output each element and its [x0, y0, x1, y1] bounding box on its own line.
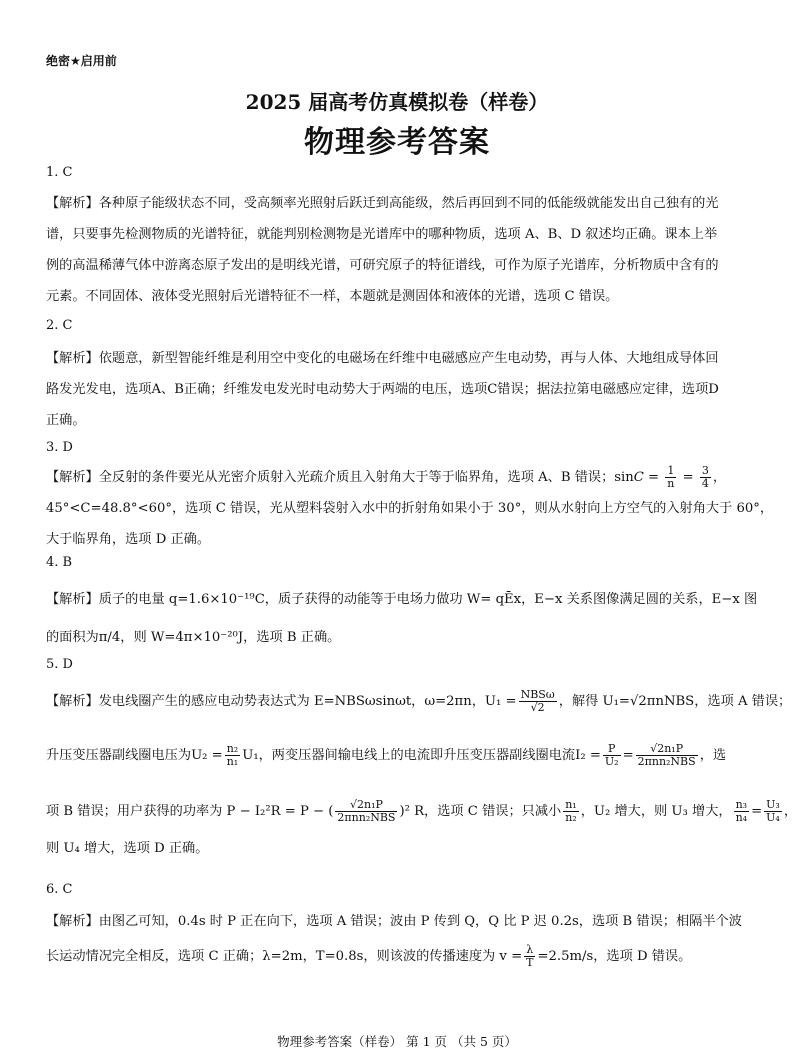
fraction: $\frac{P}{\text{U₂}}$ [604, 742, 619, 768]
explanation-line: 【解析】由图乙可知，0.4s 时 P 正在向下，选项 A 错误；波由 P 传到 Q，Q 比 P 迟 0.2s，选项 B 错误；相隔半个波 [46, 914, 742, 929]
answer-number-4: 4. B [46, 555, 73, 570]
text-segment: ， [712, 470, 727, 485]
explanation-4 [46, 581, 758, 657]
explanation-3 [46, 462, 774, 555]
explanation-line: 谱，只要事先检测物质的光谱特征，就能判别检测物是光谱库中的哪种物质，选项 A、B、D 叙述均正确。课本上举 [46, 227, 718, 242]
fraction: $\frac{\text{n₁}}{\text{n₂}}$ [565, 798, 577, 824]
explanation-line: 45°<C=48.8°<60°，选项 C 错误，光从塑料袋射入水中的折射角如果小于 30°，则从水射向上方空气的入射角大于 60°， [46, 501, 774, 516]
math-eq: = [643, 470, 664, 485]
answer-number-2: 2. C [46, 318, 73, 333]
fraction: $\frac{3}{4}$ [701, 464, 709, 490]
math-var: C [633, 470, 644, 485]
explanation-6 [46, 906, 758, 977]
explanation-5 [46, 682, 797, 864]
explanation-line: 的面积为π/4，则 W=4π×10⁻²⁰J，选项 B 正确。 [46, 630, 341, 645]
explanation-line: 【解析】各种原子能级状态不同，受高频率光照射后跃迁到高能级，然后再回到不同的低能级就能发出自己独有的光 [46, 196, 719, 211]
answer-number-3: 3. D [46, 440, 73, 455]
explanation-line: 升压变压器副线圈电压为U₂ = $\frac{\text{n₂}}{\text{n₁}}$ U₁，两变压器间输电线上的电流即升压变压器副线圈电流I₂ = $\frac{P}{\text{U₂}}$ = $\frac{\text{√2n₁P}}{\text{2πnn₂NBS}}$ ，选 [46, 742, 727, 768]
explanation-line: 【解析】全反射的条件要光从光密介质射入光疏介质且入射角大于等于临界角，选项 A、B 错误；sinC = $\frac{1}{n}$ = $\frac{3}{4}$ ， [46, 464, 727, 490]
explanation-line: 大于临界角，选项 D 正确。 [46, 532, 211, 547]
fraction: $\frac{1}{n}$ [667, 464, 675, 490]
answer-number-6: 6. C [46, 882, 73, 897]
explanation-line: 【解析】依题意，新型智能纤维是利用空中变化的电磁场在纤维中电磁感应产生电动势，再与人体、大地组成导体回 [46, 351, 719, 366]
explanation-1 [46, 188, 758, 312]
fraction: $\frac{\text{√2n₁P}}{\text{2πnn₂NBS}}$ [637, 742, 696, 768]
confidential-label: 绝密★启用前 [46, 54, 117, 68]
explanation-line: 正确。 [46, 413, 86, 428]
explanation-line: 路发光发电，选项A、B正确；纤维发电发光时电动势大于两端的电压，选项C错误；据法拉第电磁感应定律，选项D [46, 382, 719, 397]
fraction: $\frac{\text{U₃}}{\text{U₄}}$ [766, 798, 780, 824]
fraction: $\frac{\lambda}{T}$ [526, 943, 534, 969]
answer-key-title: 物理参考答案 [304, 125, 490, 160]
explanation-line: 长运动情况完全相反，选项 C 正确；λ=2m，T=0.8s，则该波的传播速度为 v = $\frac{\lambda}{T}$ =2.5m/s，选项 D 错误。 [46, 943, 692, 969]
explanation-line: 则 U₄ 增大，选项 D 正确。 [46, 841, 209, 856]
fraction: $\frac{\text{NBSω}}{√2}$ [520, 688, 555, 714]
fraction: $\frac{\text{n₃}}{\text{n₄}}$ [735, 798, 748, 824]
page-footer: 物理参考答案（样卷） 第 1 页 （共 5 页） [277, 1034, 517, 1049]
explanation-line: 元素。不同固体、液体受光照射后光谱特征不一样，本题就是测固体和液体的光谱，选项 C 错误。 [46, 289, 619, 304]
text-segment: 【解析】全反射的条件要光从光密介质射入光疏介质且入射角大于等于临界角，选项 A、B 错误；sin [46, 470, 634, 485]
explanation-line: 例的高温稀薄气体中游离态原子发出的是明线光谱，可研究原子的特征谱线，可作为原子光谱库，分析物质中含有的 [46, 258, 719, 273]
explanation-2 [46, 343, 758, 436]
answer-number-5: 5. D [46, 657, 73, 672]
explanation-line: 【解析】发电线圈产生的感应电动势表达式为 E=NBSωsinωt，ω=2πn，U₁ = $\frac{\text{NBSω}}{√2}$ ，解得 U₁=√2πnNBS，选项 A 错误； [46, 688, 792, 714]
explanation-line: 项 B 错误；用户获得的功率为 P − I₂²R = P − ( $\frac{\text{√2n₁P}}{\text{2πnn₂NBS}}$ )² R，选项 C 错误；只减小 $\frac{\text{n₁}}{\text{n₂}}$ ，U₂ 增大，则 U₃ 增大， $\frac{\text{n₃}}{\text{n₄}}$ = $\frac{\text{U₃}}{\text{U₄}}$ ， [46, 798, 797, 824]
answer-number-1: 1. C [46, 165, 73, 180]
fraction: $\frac{\text{√2n₁P}}{\text{2πnn₂NBS}}$ [337, 798, 396, 824]
explanation-line: 【解析】质子的电量 q=1.6×10⁻¹⁹C，质子获得的动能等于电场力做功 W= qĒx，E−x 关系图像满足圆的关系，E−x 图 [46, 592, 758, 607]
exam-title: 2025 届高考仿真模拟卷（样卷） [245, 90, 549, 114]
fraction: $\frac{\text{n₂}}{\text{n₁}}$ [226, 742, 239, 768]
